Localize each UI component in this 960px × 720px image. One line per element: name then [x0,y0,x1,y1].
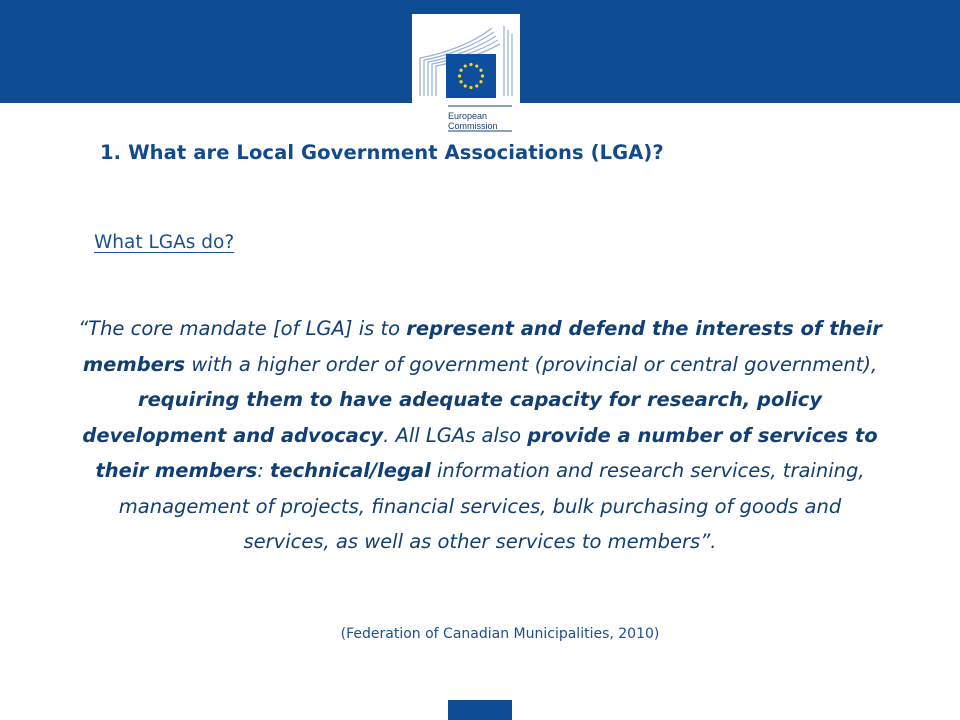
quote-paragraph [78,311,882,560]
quote-text: information and research services, training, management of projects, financial services, bulk purchasing of goods and services, as well as other services to members”. [118,459,865,553]
quote-text: : [257,459,271,482]
logo-wordmark [448,111,518,131]
quote-text: “The core mandate [of LGA] is to [78,317,407,340]
quote-text: with a higher order of government (provincial or central government), [185,352,878,376]
european-commission-logo [412,14,520,132]
quote-emphasis: requiring them to have adequate capacity for research, policy development and advocacy [82,388,823,447]
slide-title: 1. What are Local Government Associations (LGA)? [100,141,664,164]
quote-text: . All LGAs also [383,423,528,447]
subheading-link[interactable]: What LGAs do? [94,232,235,253]
quote-emphasis: provide a number of services to their members [95,423,878,482]
quote-emphasis: represent and defend the interests of their members [82,317,882,376]
citation: (Federation of Canadian Municipalities, 2010) [340,626,660,642]
quote-emphasis: technical/legal [270,459,431,482]
footer-tab [448,700,512,720]
logo-text-line1: European [448,111,488,121]
logo-text-line2: Commission [448,121,498,131]
